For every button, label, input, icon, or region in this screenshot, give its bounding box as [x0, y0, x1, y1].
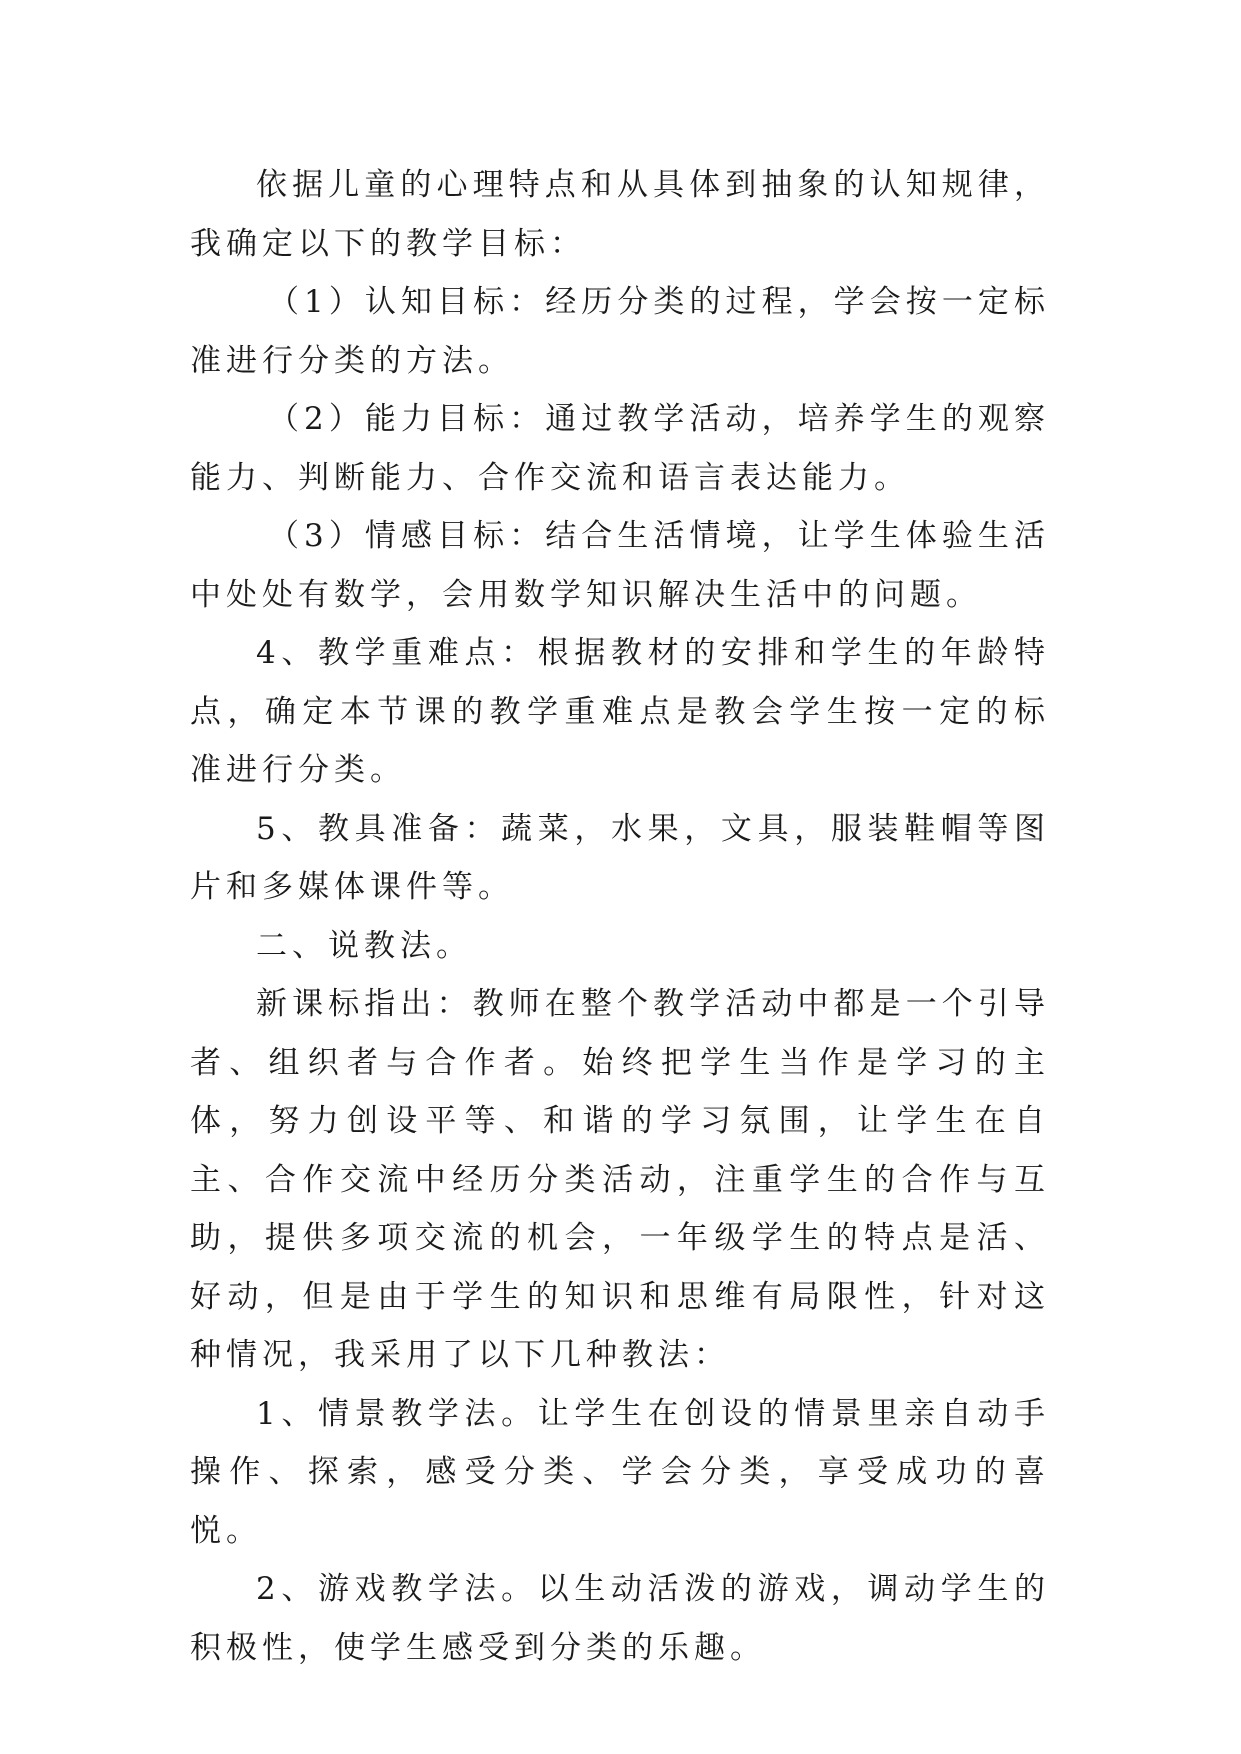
- paragraph-key-points: 4、教学重难点：根据教材的安排和学生的年龄特点，确定本节课的教学重难点是教会学生按一定的标准进行分类。: [190, 635, 1050, 788]
- paragraph-teaching-aids: 5、教具准备：蔬菜，水果，文具，服装鞋帽等图片和多媒体课件等。: [190, 810, 1050, 905]
- paragraph-cognitive-goal: （1）认知目标：经历分类的过程，学会按一定标准进行分类的方法。: [190, 284, 1050, 379]
- paragraph-ability-goal: （2）能力目标：通过教学活动，培养学生的观察能力、判断能力、合作交流和语言表达能力。: [190, 401, 1050, 496]
- paragraph-intro: 依据儿童的心理特点和从具体到抽象的认知规律，我确定以下的教学目标：: [190, 167, 1050, 262]
- section-heading-teaching-methods: 二、说教法。: [256, 927, 472, 964]
- paragraph-curriculum-standard: 新课标指出：教师在整个教学活动中都是一个引导者、组织者与合作者。始终把学生当作是学习的主体，努力创设平等、和谐的学习氛围，让学生在自主、合作交流中经历分类活动，注重学生的合作与互助，提供多项交流的机会，一年级学生的特点是活、好动，但是由于学生的知识和思维有局限性，针对这种情况，我采用了以下几种教法：: [190, 986, 1050, 1373]
- paragraph-game-method: 2、游戏教学法。以生动活泼的游戏，调动学生的积极性，使学生感受到分类的乐趣。: [190, 1571, 1050, 1666]
- paragraph-scenario-method: 1、情景教学法。让学生在创设的情景里亲自动手操作、探索，感受分类、学会分类，享受成功的喜悦。: [190, 1395, 1050, 1549]
- document-body: [190, 156, 1050, 1677]
- paragraph-emotional-goal: （3）情感目标：结合生活情境，让学生体验生活中处处有数学，会用数学知识解决生活中的问题。: [190, 518, 1050, 613]
